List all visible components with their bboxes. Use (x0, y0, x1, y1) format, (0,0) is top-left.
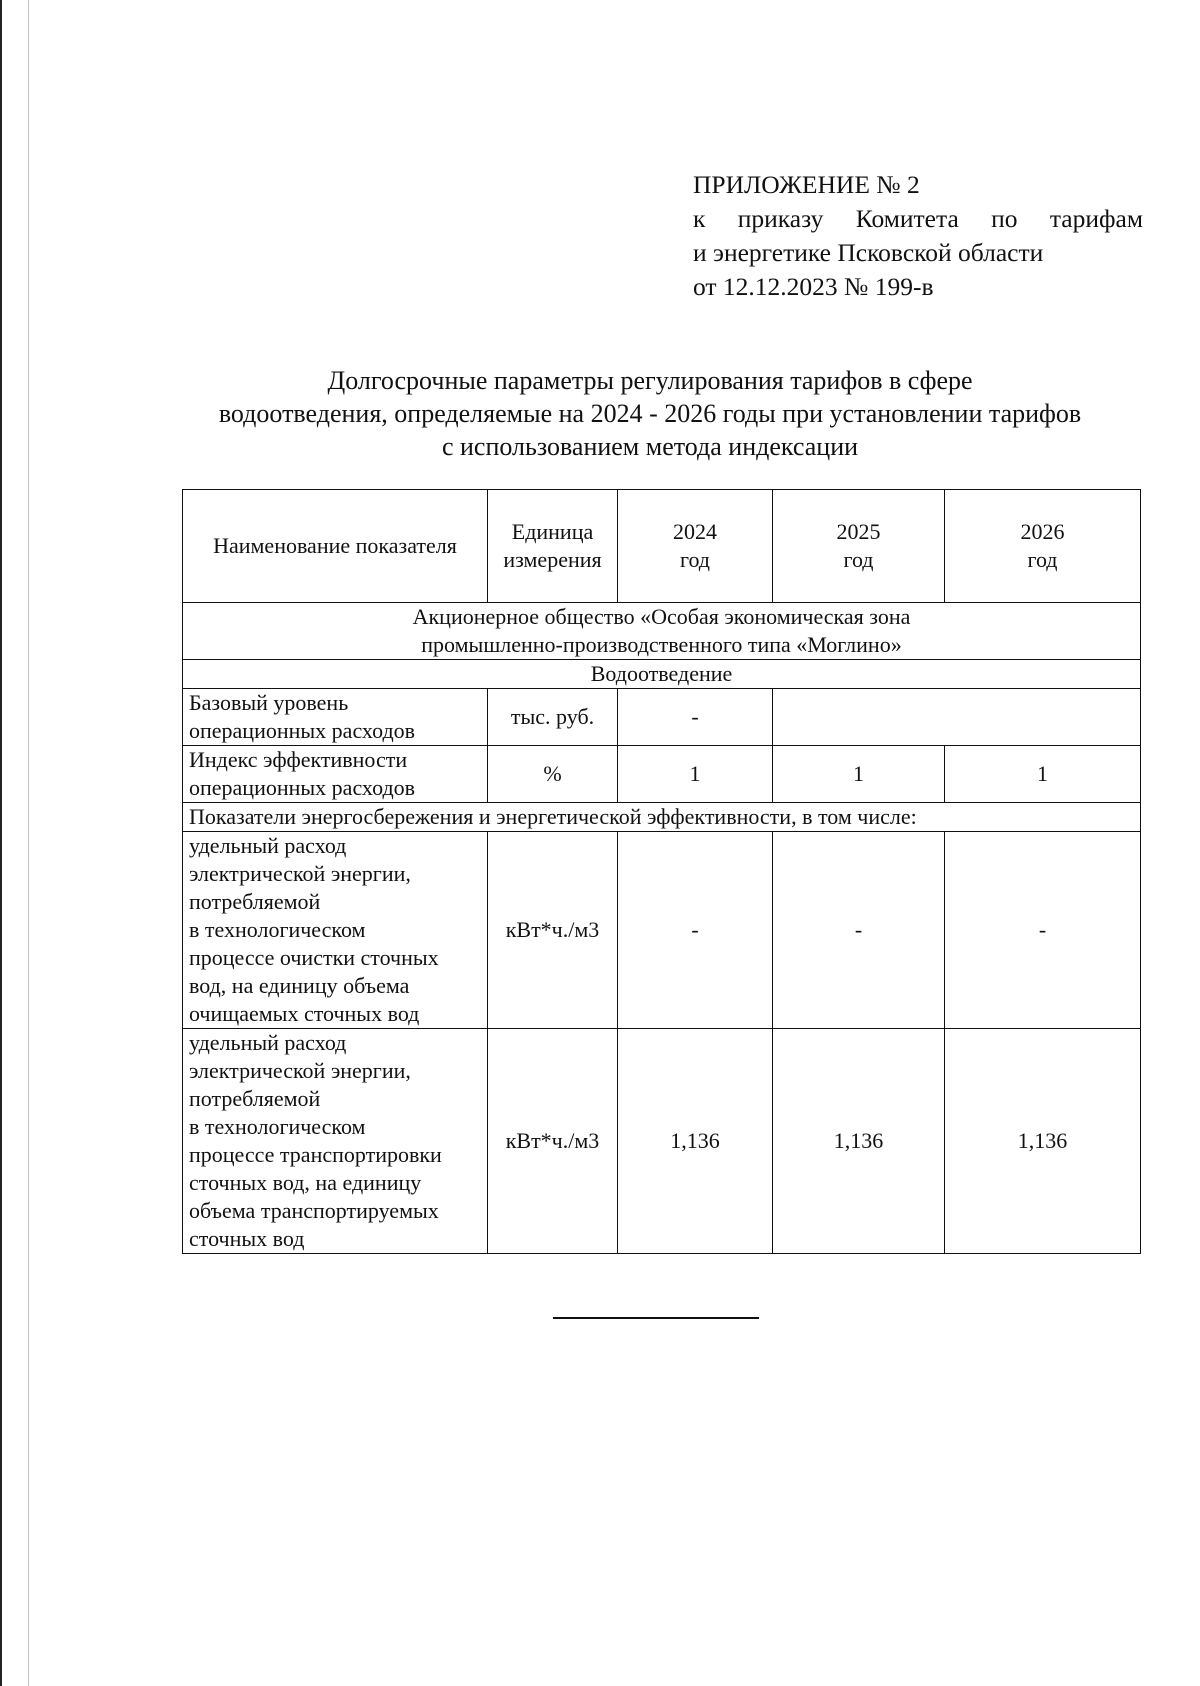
header-unit-line1: Единица (511, 519, 594, 544)
header-2025-label: год (843, 547, 874, 572)
header-2026 (945, 490, 1141, 603)
appendix-number: ПРИЛОЖЕНИЕ № 2 (693, 170, 920, 199)
organization-line2: промышленно-производственного типа «Моглино» (421, 632, 902, 657)
energy-name-line: очищаемых сточных вод (189, 1001, 420, 1026)
energy-value-2024-text: 1,136 (670, 1128, 720, 1153)
parameters-table (182, 489, 1141, 1254)
table-row (183, 746, 1141, 803)
energy-row-value-2026 (945, 1029, 1141, 1254)
table-row (183, 1029, 1141, 1254)
scan-edge-shadow (28, 0, 29, 1686)
header-unit (488, 490, 618, 603)
energy-name-line: процессе транспортировки (189, 1142, 442, 1167)
header-2025-year: 2025 (836, 519, 881, 544)
row-name (183, 746, 488, 803)
row-unit-text: тыс. руб. (510, 704, 595, 729)
header-2024-label: год (679, 547, 711, 572)
energy-header-row (183, 803, 1141, 832)
energy-row-value-2024 (618, 1029, 773, 1254)
row-value-2024-text: 1 (689, 761, 701, 786)
appendix-order-ref: к приказу Комитета по тарифам (693, 204, 1143, 233)
energy-name-line: потребляемой (189, 1086, 321, 1111)
energy-name-line: потребляемой (189, 889, 321, 914)
header-2026-label: год (1027, 547, 1058, 572)
table-row (183, 689, 1141, 746)
appendix-committee: и энергетике Псковской области (693, 238, 1044, 267)
title-line-1: Долгосрочные параметры регулирования тарифов в сфере (327, 366, 973, 395)
header-2024 (618, 490, 773, 603)
energy-value-2025-text: 1,136 (833, 1128, 884, 1153)
header-2024-year: 2024 (673, 519, 717, 544)
row-value-2026 (945, 746, 1141, 803)
table-header-row (183, 490, 1141, 603)
closing-rule (553, 1317, 759, 1319)
row-name-line1: Базовый уровень (189, 690, 349, 715)
energy-row-name (183, 1029, 488, 1254)
row-unit (488, 689, 618, 746)
row-name (183, 689, 488, 746)
energy-unit-text: кВт*ч./м3 (505, 917, 600, 942)
title-line-2: водоотведения, определяемые на 2024 - 2026 годы при установлении тарифов (218, 399, 1082, 428)
row-unit-text: % (543, 761, 562, 786)
header-name-text: Наименование показателя (213, 533, 457, 558)
header-2026-year: 2026 (1020, 519, 1065, 544)
energy-name-line: электрической энергии, (189, 1058, 411, 1083)
energy-value-2025-text: - (854, 917, 863, 942)
energy-row-unit (488, 832, 618, 1029)
row-value-2024 (618, 746, 773, 803)
energy-unit-text: кВт*ч./м3 (505, 1128, 600, 1153)
row-name-line2: операционных расходов (189, 775, 416, 800)
row-value-2025-text: 1 (853, 761, 864, 786)
section-row (183, 660, 1141, 689)
row-name-line1: Индекс эффективности (189, 747, 408, 772)
energy-name-line: удельный расход (189, 1030, 347, 1055)
energy-value-2024-text: - (691, 917, 699, 942)
energy-name-line: сточных вод (189, 1226, 305, 1251)
row-value-2025 (773, 746, 945, 803)
table-row (183, 832, 1141, 1029)
organization-cell (183, 603, 1141, 660)
energy-row-name (183, 832, 488, 1029)
energy-value-2026-text: - (1038, 917, 1047, 942)
row-value-2026-text: 1 (1037, 761, 1048, 786)
document-title (160, 364, 1140, 463)
scan-edge (0, 0, 2, 1686)
energy-name-line: сточных вод, на единицу (189, 1170, 422, 1195)
energy-value-2026-text: 1,136 (1017, 1128, 1068, 1153)
energy-header-text: Показатели энергосбережения и энергетической эффективности, в том числе: (189, 804, 917, 829)
row-unit (488, 746, 618, 803)
energy-row-value-2025 (773, 1029, 945, 1254)
row-name-line2: операционных расходов (189, 718, 416, 743)
row-value-2024-text: - (691, 704, 699, 729)
energy-row-unit (488, 1029, 618, 1254)
row-value-2024 (618, 689, 773, 746)
energy-row-value-2025 (773, 832, 945, 1029)
appendix-date: от 12.12.2023 № 199-в (693, 272, 934, 301)
appendix-block (693, 168, 1143, 304)
energy-name-line: объема транспортируемых (189, 1198, 439, 1223)
energy-row-value-2026 (945, 832, 1141, 1029)
header-unit-line2: измерения (503, 547, 602, 572)
energy-name-line: вод, на единицу объема (189, 973, 410, 998)
organization-line1: Акционерное общество «Особая экономическая зона (412, 604, 911, 629)
energy-name-line: процессе очистки сточных (189, 945, 439, 970)
energy-name-line: удельный расход (189, 833, 347, 858)
header-2025 (773, 490, 945, 603)
energy-name-line: электрической энергии, (189, 861, 411, 886)
energy-name-line: в технологическом (189, 917, 366, 942)
energy-row-value-2024 (618, 832, 773, 1029)
row-value-merged-empty (773, 689, 1141, 746)
header-name (183, 490, 488, 603)
organization-row (183, 603, 1141, 660)
section-cell (183, 660, 1141, 689)
energy-header-cell (183, 803, 1141, 832)
section-label: Водоотведение (590, 661, 733, 686)
title-line-3: с использованием метода индексации (441, 432, 859, 461)
energy-name-line: в технологическом (189, 1114, 366, 1139)
